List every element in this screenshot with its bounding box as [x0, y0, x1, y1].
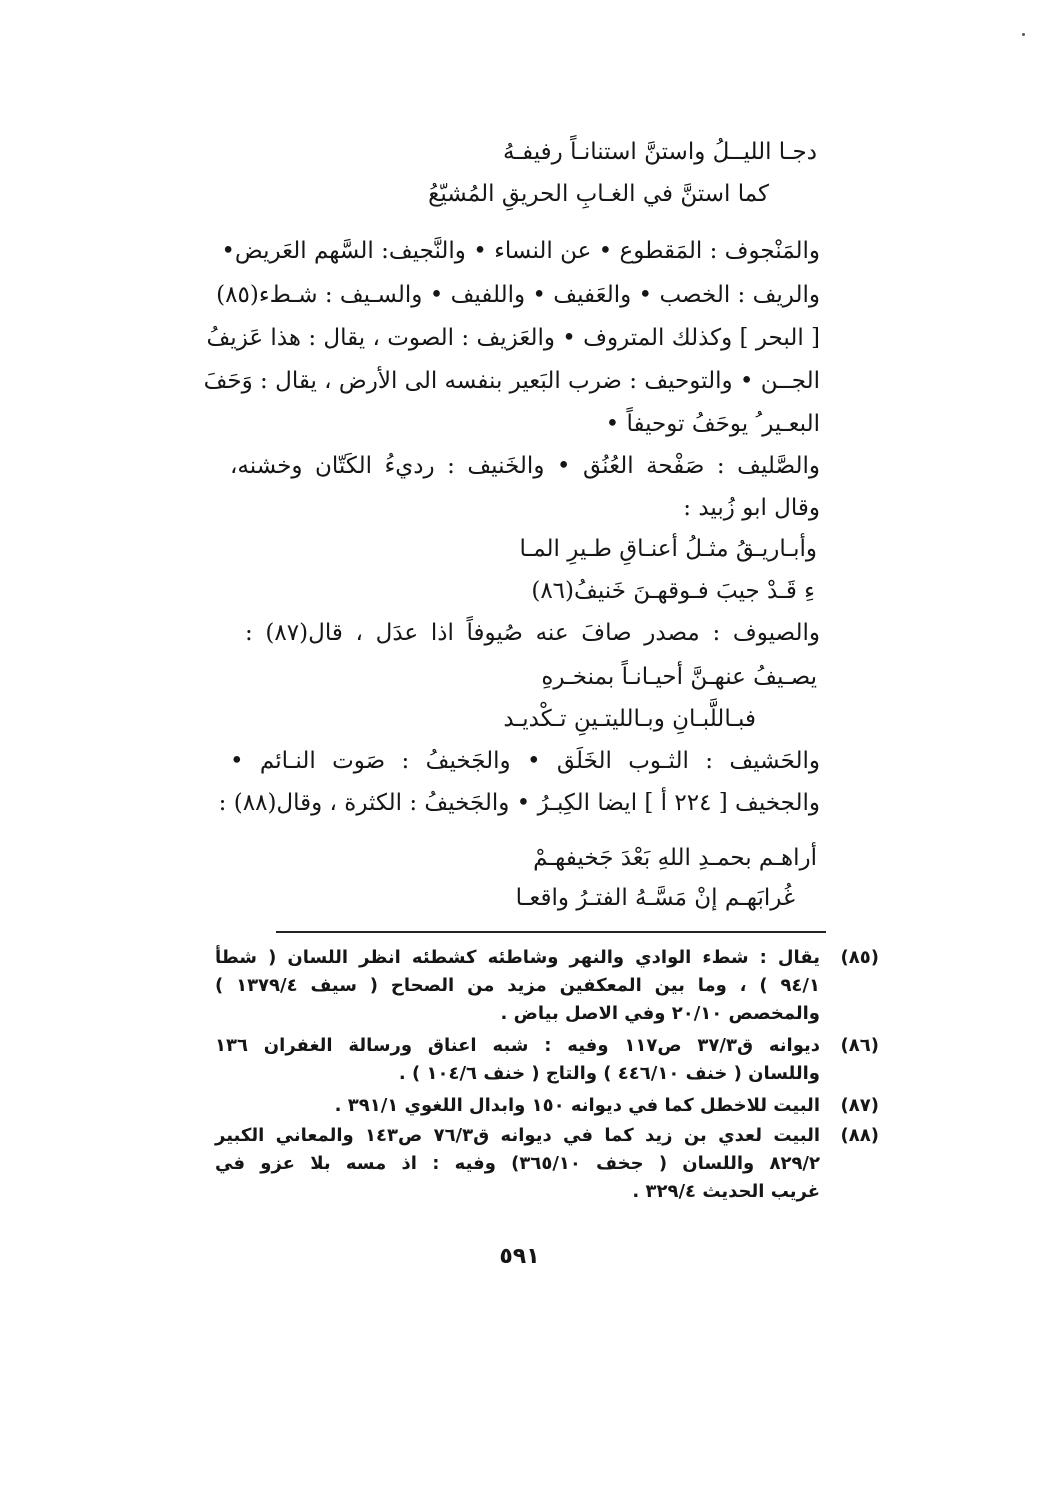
- text-line: وقال ابو زُبيد :: [683, 495, 820, 521]
- footnote-line: ديوانه ق٣٧/٣ ص١١٧ وفيه : شبه اعناق ورسالة الغفران ١٣٦: [215, 1035, 820, 1056]
- footnote-number: (٨٧): [840, 1095, 879, 1116]
- text-line: والحَشيف : الثـوب الخَلَق • والجَخيفُ : صَوت النـائم •: [230, 748, 820, 774]
- verse-line: كما استنَّ في الغـابِ الحريقِ المُشيّعُ: [428, 181, 769, 207]
- footnote-line: البيت لعدي بن زيد كما في ديوانه ق٧٦/٣ ص١٤٣ والمعاني الكبير: [215, 1125, 820, 1146]
- verse-line: يصـيفُ عنهـنَّ أحيـانـاً بمنخـرهِ: [541, 664, 817, 690]
- text-line: والريف : الخصب • والعَفيف • واللفيف • والسـيف : شـطء(٨٥): [216, 282, 820, 308]
- text-line: البعـير ُ يوحَفُ توحيفاً •: [605, 411, 820, 437]
- text-line: والصَّليف : صَفْحة العُنُق • والخَنيف : رديءُ الكَتّان وخشنه،: [230, 453, 820, 479]
- verse-line: فبـاللَّبـانِ وبـالليتـينِ تـكْديـد: [503, 706, 756, 732]
- footnote-separator: [276, 931, 826, 933]
- verse-line: غُرابَهـم إنْ مَسَّـهُ الفتـرُ واقعـا: [515, 885, 795, 911]
- footnote-line: ٨٢٩/٢ واللسان ( جخف ٣٦٥/١٠) وفيه : اذ مسه بلا عزو في: [215, 1153, 820, 1174]
- page-number: ٥٩١: [499, 1244, 540, 1269]
- footnote-number: (٨٦): [840, 1035, 879, 1056]
- text-line: والصيوف : مصدر صافَ عنه صُيوفاً اذا عدَل ، قال(٨٧) :: [245, 620, 820, 646]
- text-line: [ البحر ] وكذلك المتروف • والعَزيف : الصوت ، يقال : هذا عَزيفُ: [206, 325, 820, 351]
- verse-line: ءِ قَـدْ جيبَ فـوقهـنَ خَنيفُ(٨٦): [531, 578, 815, 604]
- footnote-number: (٨٥): [840, 947, 879, 968]
- text-line: والمَنْجوف : المَقطوع • عن النساء • والنَّجيف: السَّهم العَريض•: [221, 238, 820, 264]
- scan-speck: [1022, 33, 1025, 36]
- verse-line: دجـا الليــلُ واستنَّ استنانـاً رفيفـهُ: [503, 139, 817, 165]
- footnote-line: ٩٤/١ ) ، وما بين المعكفين مزيد من الصحاح ( سيف ١٣٧٩/٤ ): [215, 975, 820, 996]
- footnote-line: غريب الحديث ٣٢٩/٤ .: [632, 1181, 820, 1202]
- footnote-number: (٨٨): [840, 1125, 879, 1146]
- footnote-line: يقال : شطء الوادي والنهر وشاطئه كشطئه انظر اللسان ( شطأ: [215, 947, 820, 968]
- footnote-line: البيت للاخطل كما في ديوانه ١٥٠ وابدال اللغوي ٣٩١/١ .: [334, 1095, 820, 1116]
- text-line: والجخيف [ ٢٢٤ أ ] ايضا الكِبـرُ • والجَخيفُ : الكثرة ، وقال(٨٨) :: [218, 790, 820, 816]
- footnote-line: واللسان ( خنف ٤٤٦/١٠ ) والتاج ( خنف ١٠٤/٦ ) .: [398, 1063, 820, 1084]
- footnote-line: والمخصص ٢٠/١٠ وفي الاصل بياض .: [500, 1003, 820, 1024]
- verse-line: وأبـاريـقُ مثـلُ أعنـاقِ طـيرِ المـا: [519, 536, 817, 562]
- verse-line: أراهـم بحمـدِ اللهِ بَعْدَ جَخيفهـمْ: [533, 845, 817, 871]
- text-line: الجــن • والتوحيف : ضرب البَعير بنفسه الى الأرض ، يقال : وَحَفَ: [203, 368, 820, 394]
